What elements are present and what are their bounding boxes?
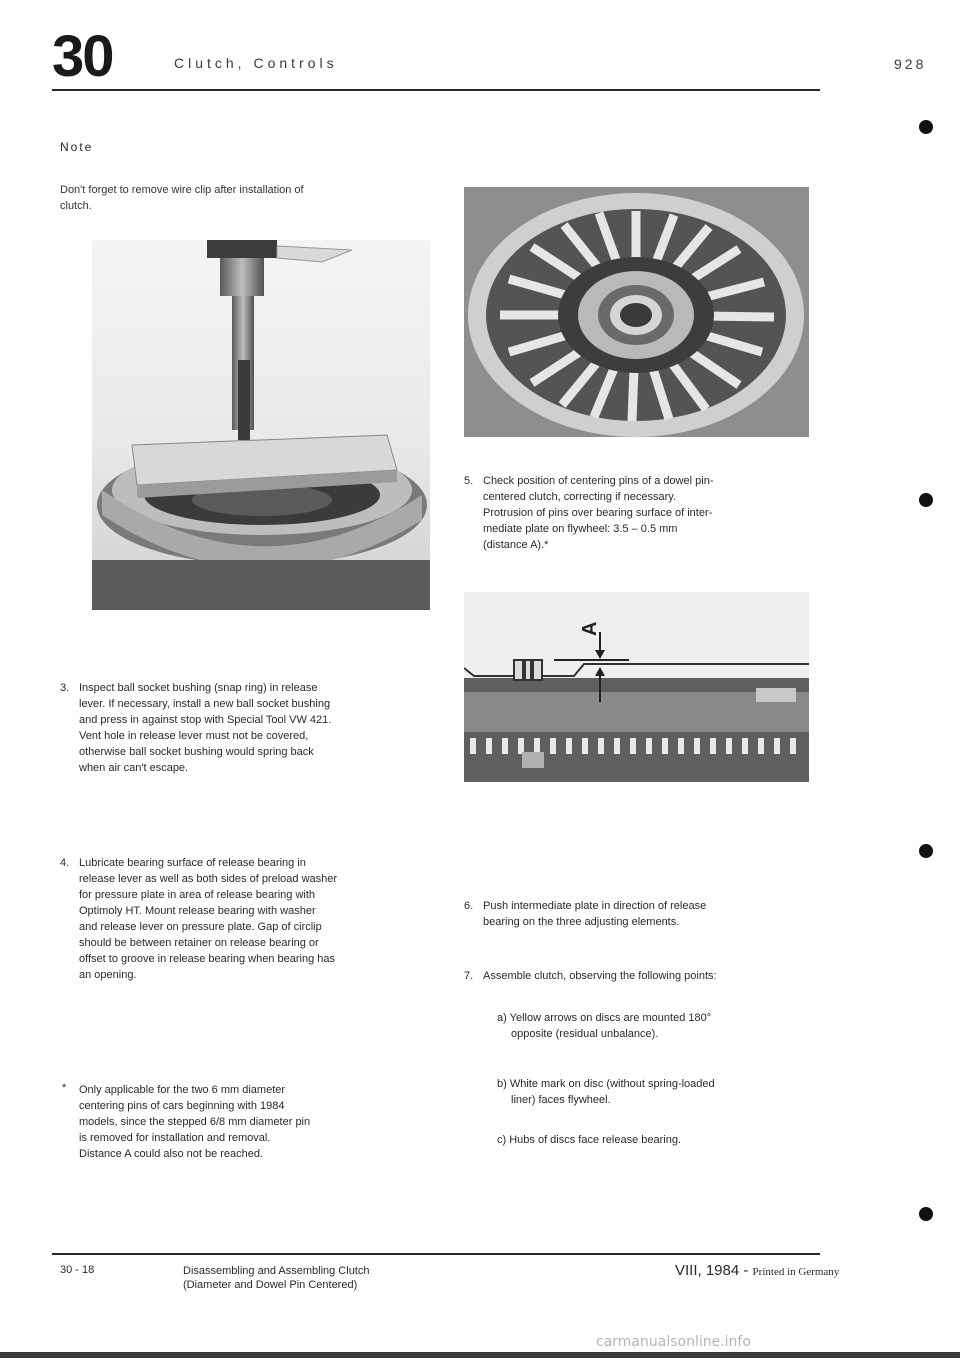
- step-5-text: Check position of centering pins of a dowel pin- centered clutch, correcting if necessary. Protrusion of pins over bearing surface of inter- mediate plate on flywheel: 3.5 – 0.5 mm (distance A).*: [483, 475, 714, 551]
- page-bottom-bar: [0, 1352, 960, 1358]
- note-text: Don't forget to remove wire clip after installation of clutch.: [60, 184, 304, 212]
- step-4-text: Lubricate bearing surface of release bearing in release lever as well as both sides of preload washer for pressure plate in area of release bearing with Optimoly HT. Mount release bearing with washer and release lever on pressure plate. Gap of circlip should be between retainer on release bearing or offset to groove in release bearing when bearing has an opening.: [79, 857, 338, 981]
- step-7b-text: b) White mark on disc (without spring-loaded liner) faces flywheel.: [497, 1078, 715, 1106]
- photo-distance-a: [464, 592, 809, 782]
- dimension-label-a: A: [579, 621, 601, 636]
- binder-hole-mark: [919, 120, 933, 134]
- section-title: Clutch, Controls: [174, 55, 338, 71]
- printed-in: Printed in Germany: [752, 1266, 840, 1278]
- step-6-text: Push intermediate plate in direction of release bearing on the three adjusting elements.: [483, 900, 707, 928]
- photo-pressure-plate: [464, 187, 809, 437]
- step-7-number: 7.: [464, 970, 474, 982]
- step-3-number: 3.: [60, 682, 70, 694]
- watermark: carmanualsonline.info: [596, 1334, 751, 1350]
- footer-description: Disassembling and Assembling Clutch (Diameter and Dowel Pin Centered): [183, 1265, 370, 1291]
- footer-rule: [52, 1253, 820, 1255]
- binder-hole-mark: [919, 844, 933, 858]
- footnote-text: Only applicable for the two 6 mm diameter centering pins of cars beginning with 1984 models, since the stepped 6/8 mm diameter pin is removed for installation and removal. Distance A could also not be reached.: [79, 1084, 311, 1160]
- binder-hole-mark: [919, 493, 933, 507]
- section-number: 30: [52, 24, 113, 89]
- step-7-text: Assemble clutch, observing the following points:: [483, 970, 717, 982]
- photo-press-tool-clutch: [92, 240, 430, 610]
- edition-info: VIII, 1984 - Printed in Germany: [675, 1262, 840, 1279]
- step-7c-text: c) Hubs of discs face release bearing.: [497, 1134, 682, 1146]
- step-6-number: 6.: [464, 900, 474, 912]
- page-number: 30 - 18: [60, 1264, 95, 1276]
- step-7a-text: a) Yellow arrows on discs are mounted 180° opposite (residual unbalance).: [497, 1012, 712, 1040]
- step-5-number: 5.: [464, 475, 474, 487]
- model-number: 928: [894, 56, 927, 72]
- binder-hole-mark: [919, 1207, 933, 1221]
- step-3-text: Inspect ball socket bushing (snap ring) in release lever. If necessary, install a new ball socket bushing and press in against stop with Special Tool VW 421. Vent hole in release lever must not be covered, otherwise ball socket bushing would spring back when air can't escape.: [79, 682, 332, 774]
- header-rule: [52, 89, 820, 91]
- note-title: Note: [60, 140, 94, 154]
- step-4-number: 4.: [60, 857, 70, 869]
- footnote-mark: *: [62, 1082, 67, 1094]
